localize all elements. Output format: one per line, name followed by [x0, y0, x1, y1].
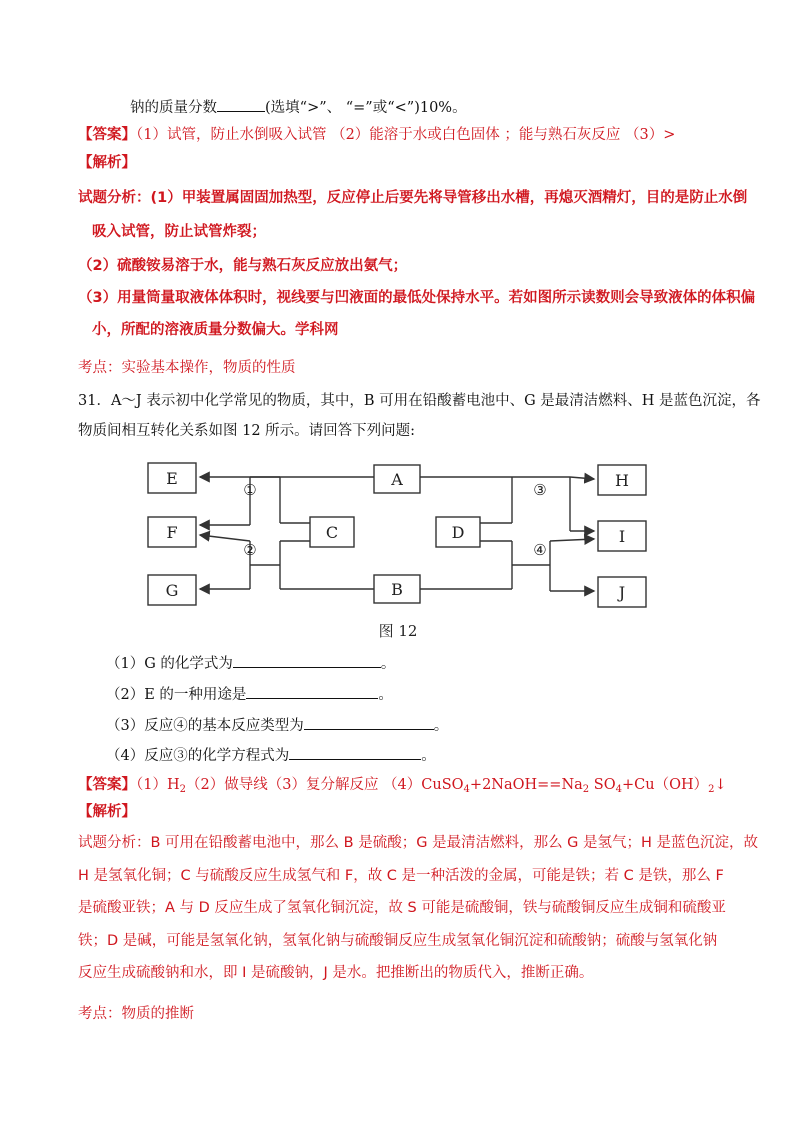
reaction-diagram [140, 455, 660, 645]
answer-text: $(1)H_2(2)$做导线（3）复分解反应 $(4)CuSO_4+2NaOH==Na_2$ $SO_4+Cu(OH)_2↓$ [136, 777, 727, 795]
q31-point: 考点：物质的推断 [78, 1006, 194, 1022]
q30-answer-blank[interactable] [217, 97, 265, 112]
analysis-line: 小，所配的溶液质量分数偏大。学科网 [92, 322, 339, 338]
reaction-label-4: ④ [533, 541, 547, 559]
reaction-label-1: ① [243, 481, 257, 499]
analysis-label: 【解析】 [78, 154, 136, 171]
analysis-line: H 是氢氧化铜；C 与硫酸反应生成氢气和 F，故 C 是一种活泼的金属，可能是铁；若 C 是铁，那么 F [78, 868, 724, 884]
sub-question-prefix: （1）G 的化学式为 [106, 656, 233, 672]
sub-question [106, 715, 448, 736]
analysis-line: 试题分析：B 可用在铅酸蓄电池中，那么 B 是硫酸；G 是最清洁燃料，那么 G 是氢气；H 是蓝色沉淀，故 [78, 835, 759, 851]
node-j: J [618, 583, 626, 602]
analysis-line: 反应生成硫酸钠和水，即 I 是硫酸钠，J 是水。把推断出的物质代入，推断正确。 [78, 965, 594, 981]
analysis-line: （2）硫酸铵易溶于水，能与熟石灰反应放出氨气； [78, 258, 408, 274]
node-d: D [451, 523, 465, 542]
q30-continuation [130, 97, 467, 118]
q31-answer [78, 775, 727, 800]
q30-point: 考点：实验基本操作，物质的性质 [78, 360, 296, 376]
analysis-line: （3）用量筒量取液体体积时，视线要与凹液面的最低处保持水平。若如图所示读数则会导致液体的体积偏 [78, 290, 756, 306]
node-h: H [615, 471, 629, 490]
analysis-line: 铁；D 是碱，可能是氢氧化钠，氢氧化钠与硫酸铜反应生成氢氧化铜沉淀和硫酸钠；硫酸与氢氧化钠 [78, 933, 718, 949]
sub-question-suffix: 。 [421, 748, 436, 764]
analysis-line: 是硫酸亚铁；A 与 D 反应生成了氢氧化铜沉淀，故 S 可能是硫酸铜，铁与硫酸铜反应生成铜和硫酸亚 [78, 900, 726, 916]
reaction-label-3: ③ [533, 481, 547, 499]
analysis-label: 【解析】 [78, 803, 136, 820]
answer-blank[interactable] [304, 715, 434, 730]
sub-question [106, 653, 395, 674]
sub-question [106, 745, 436, 766]
sub-question-prefix: （2）E 的一种用途是 [106, 687, 247, 703]
answer-label: 【答案】 [78, 776, 136, 793]
node-g: G [165, 581, 179, 600]
node-c: C [325, 523, 339, 542]
analysis-line: 吸入试管，防止试管炸裂； [92, 224, 266, 240]
q30-continuation-prefix: 钠的质量分数 [130, 100, 217, 116]
node-i: I [618, 527, 626, 546]
q31-stem-line: 31．A～J 表示初中化学常见的物质，其中，B 可用在铅酸蓄电池中、G 是最清洁燃料、H 是蓝色沉淀，各 [78, 393, 761, 409]
sub-question-suffix: 。 [378, 687, 393, 703]
answer-blank[interactable] [289, 745, 421, 760]
analysis-line: 试题分析：(1）甲装置属固固加热型，反应停止后要先将导管移出水槽，再熄灭酒精灯，目的是防止水倒 [78, 190, 748, 206]
sub-question-suffix: 。 [380, 656, 396, 672]
answer-blank[interactable] [246, 684, 378, 699]
node-e: E [166, 469, 178, 488]
answer-text: （1）试管，防止水倒吸入试管 （2）能溶于水或白色固体 ；能与熟石灰反应 （3）> [136, 127, 676, 143]
q31-stem-line: 物质间相互转化关系如图 12 所示。请回答下列问题: [78, 423, 416, 439]
sub-question-suffix: 。 [433, 718, 449, 734]
answer-blank[interactable] [233, 653, 381, 668]
q30-continuation-suffix: (选填“>”、 “=”或“<”)10%。 [265, 100, 467, 116]
node-f: F [166, 523, 178, 542]
reaction-label-2: ② [243, 541, 257, 559]
node-b: B [391, 580, 403, 599]
node-a: A [391, 470, 403, 489]
figure-caption: 图 12 [378, 622, 418, 640]
sub-question-prefix: （3）反应④的基本反应类型为 [106, 718, 304, 734]
sub-question-prefix: （4）反应③的化学方程式为 [106, 748, 290, 764]
answer-label: 【答案】 [78, 126, 136, 143]
q30-answer [78, 125, 675, 145]
sub-question [106, 684, 393, 705]
